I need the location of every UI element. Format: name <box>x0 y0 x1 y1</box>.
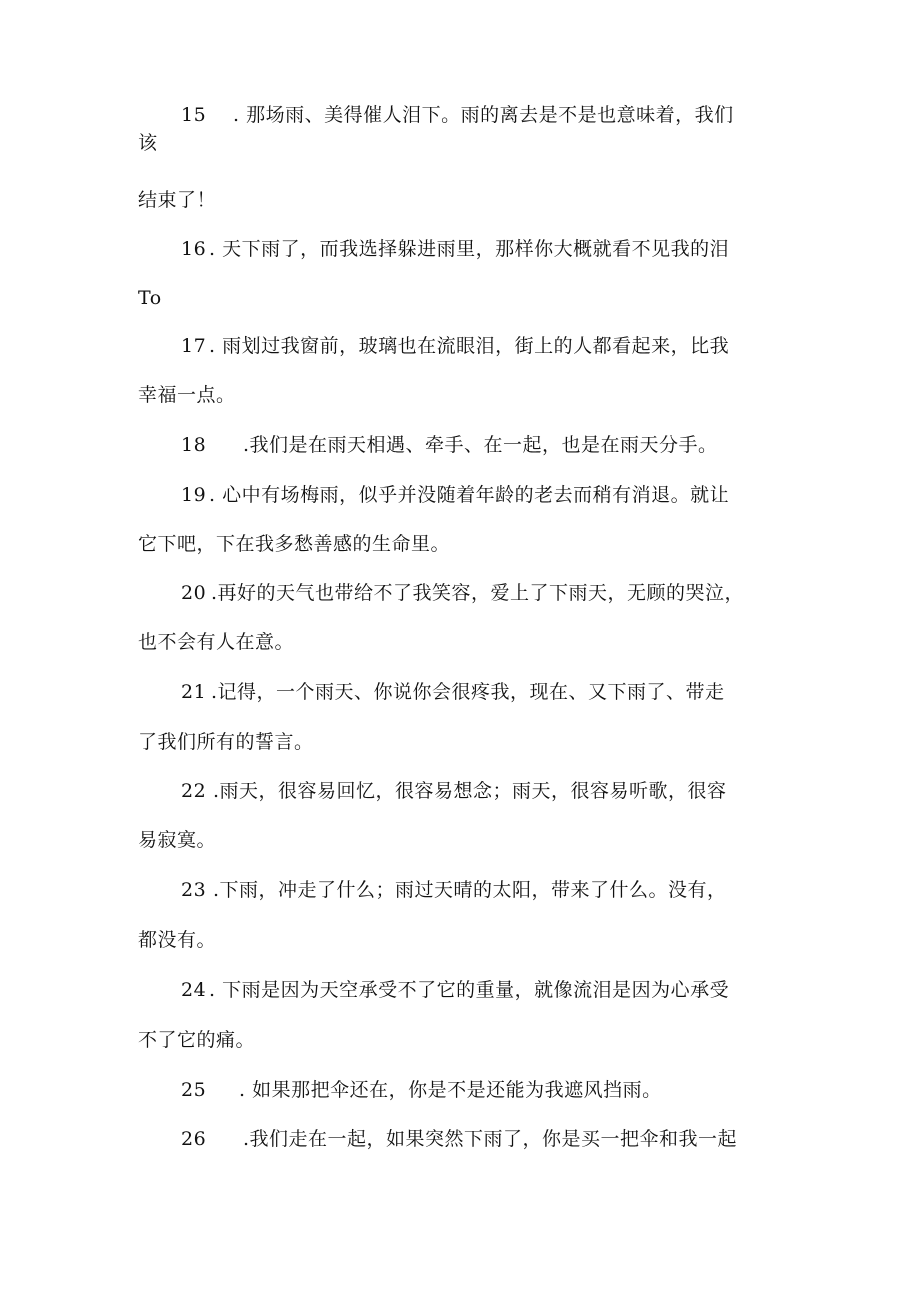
list-item-21 <box>181 680 725 704</box>
item-continuation: 不了它的痛。 <box>138 1029 256 1051</box>
item-number: 23 <box>181 879 207 901</box>
list-item-23 <box>181 878 727 902</box>
item-number: 20 <box>181 582 207 604</box>
item-continuation: To <box>138 287 162 309</box>
item-text: . 如果那把伞还在，你是不是还能为我遮风挡雨。 <box>239 1079 662 1101</box>
item-continuation: 结束了！ <box>138 189 217 211</box>
item-continuation: 都没有。 <box>138 929 217 951</box>
item-text: .下雨，冲走了什么；雨过天晴的太阳，带来了什么。没有， <box>213 879 727 901</box>
item-continuation: 易寂寞。 <box>138 829 217 851</box>
item-number: 26 <box>181 1128 207 1150</box>
item-text: .记得，一个雨天、你说你会很疼我，现在、又下雨了、带走 <box>211 681 725 703</box>
item-text: . 心中有场梅雨，似乎并没随着年龄的老去而稍有消退。就让 <box>209 484 730 506</box>
item-text: .雨天，很容易回忆，很容易想念；雨天，很容易听歌，很容 <box>213 780 727 802</box>
item-continuation: 该 <box>138 132 158 154</box>
item-continuation: 它下吧，下在我多愁善感的生命里。 <box>138 533 451 555</box>
list-item-22 <box>181 779 727 803</box>
list-item-17 <box>181 334 729 358</box>
item-text: . 天下雨了，而我选择躲进雨里，那样你大概就看不见我的泪 <box>209 238 730 260</box>
item-number: 22 <box>181 780 207 802</box>
item-text: . 下雨是因为天空承受不了它的重量，就像流泪是因为心承受 <box>209 979 730 1001</box>
item-number: 15 <box>181 104 207 126</box>
list-item-25 <box>181 1078 662 1102</box>
item-continuation: 了我们所有的誓言。 <box>138 731 314 753</box>
list-item-16 <box>181 237 729 261</box>
list-item-20 <box>181 581 744 605</box>
item-number: 16 <box>181 238 207 260</box>
item-continuation: 幸福一点。 <box>138 384 236 406</box>
item-number: 19 <box>181 484 207 506</box>
list-item-26 <box>181 1127 737 1151</box>
item-text: . 那场雨、美得催人泪下。雨的离去是不是也意味着，我们 <box>233 104 734 126</box>
item-number: 18 <box>181 434 207 456</box>
list-item-19 <box>181 483 729 507</box>
item-number: 25 <box>181 1079 207 1101</box>
list-item-18 <box>181 433 718 457</box>
item-text: .再好的天气也带给不了我笑容，爱上了下雨天，无顾的哭泣， <box>211 582 745 604</box>
item-number: 24 <box>181 979 207 1001</box>
item-text: . 雨划过我窗前，玻璃也在流眼泪，街上的人都看起来，比我 <box>209 335 730 357</box>
item-number: 21 <box>181 681 207 703</box>
list-item-24 <box>181 978 729 1002</box>
list-item-15 <box>181 103 734 127</box>
item-text: .我们走在一起，如果突然下雨了，你是买一把伞和我一起 <box>243 1128 738 1150</box>
item-text: .我们是在雨天相遇、牵手、在一起，也是在雨天分手。 <box>243 434 718 456</box>
item-number: 17 <box>181 335 207 357</box>
item-continuation: 也不会有人在意。 <box>138 631 295 653</box>
